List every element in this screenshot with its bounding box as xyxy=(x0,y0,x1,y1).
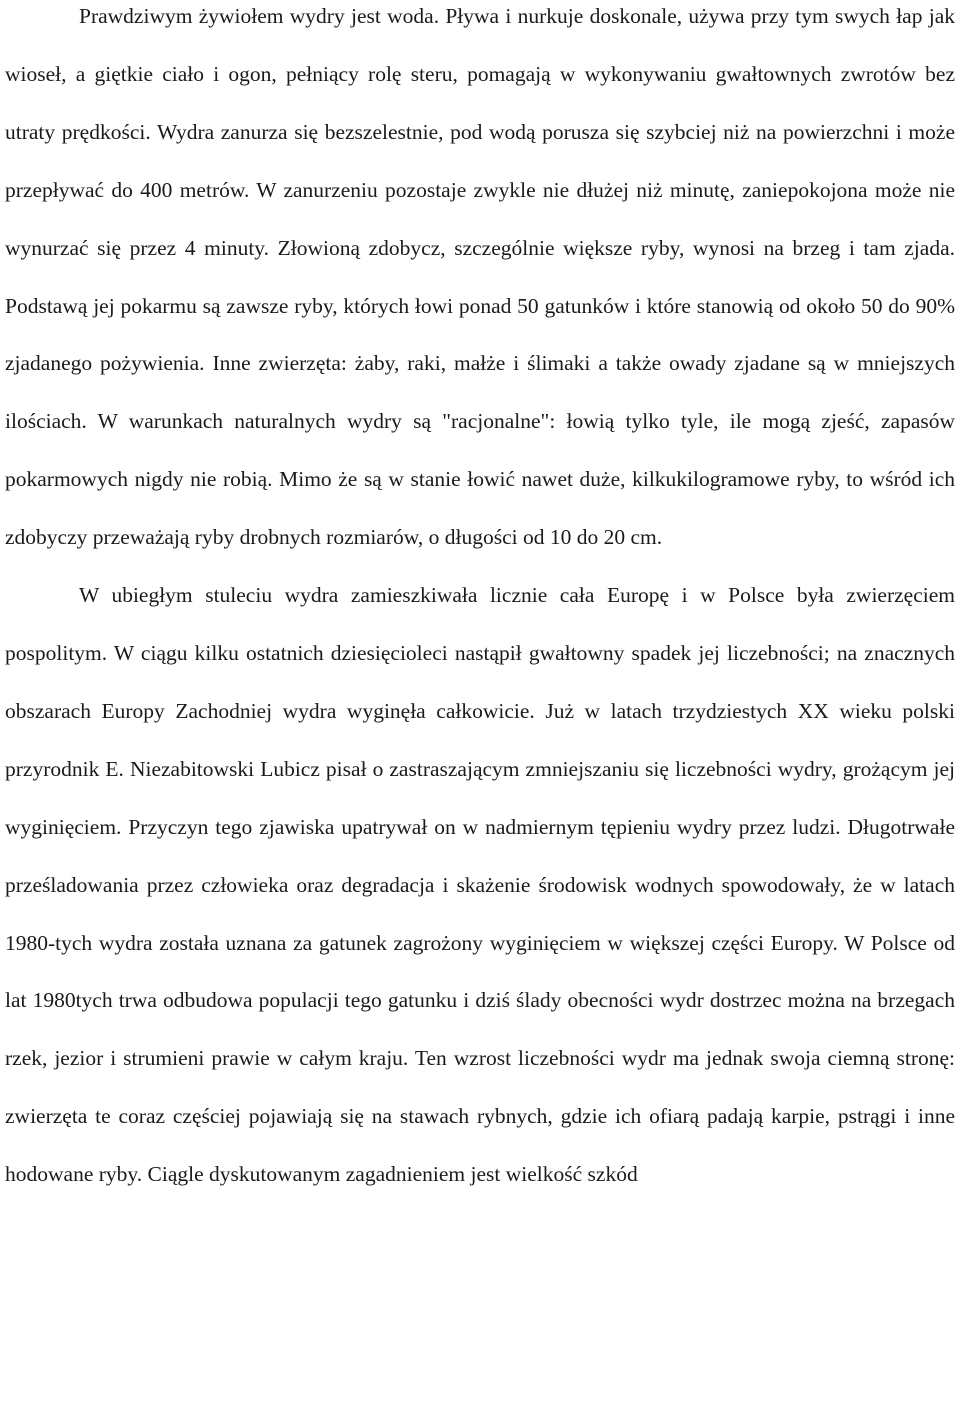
body-text xyxy=(5,0,955,1204)
paragraph-otter-diet: Prawdziwym żywiołem wydry jest woda. Pływa i nurkuje doskonale, używa przy tym swych łap jak wioseł, a giętkie ciało i ogon, pełniący rolę steru, pomagają w wykonywaniu gwałtownych zwrotów bez utraty prędkości. Wydra zanurza się bezszelestnie, pod wodą porusza się szybciej niż na powierzchni i może przepływać do 400 metrów. W zanurzeniu pozostaje zwykle nie dłużej niż minutę, zaniepokojona może nie wynurzać się przez 4 minuty. Złowioną zdobycz, szczególnie większe ryby, wynosi na brzeg i tam zjada. Podstawą jej pokarmu są zawsze ryby, których łowi ponad 50 gatunków i które stanowią od około 50 do 90% zjadanego pożywienia. Inne zwierzęta: żaby, raki, małże i ślimaki a także owady zjadane są w mniejszych ilościach. W warunkach naturalnych wydry są "racjonalne": łowią tylko tyle, ile mogą zjeść, zapasów pokarmowych nigdy nie robią. Mimo że są w stanie łowić nawet duże, kilkukilogramowe ryby, to wśród ich zdobyczy przeważają ryby drobnych rozmiarów, o długości od 10 do 20 cm. xyxy=(5,4,955,550)
paragraph-otter-population: W ubiegłym stuleciu wydra zamieszkiwała licznie cała Europę i w Polsce była zwierzęciem pospolitym. W ciągu kilku ostatnich dziesięcioleci nastąpił gwałtowny spadek jej liczebności; na znacznych obszarach Europy Zachodniej wydra wyginęła całkowicie. Już w latach trzydziestych XX wieku polski przyrodnik E. Niezabitowski Lubicz pisał o zastraszającym zmniejszaniu się liczebności wydry, grożącym jej wyginięciem. Przyczyn tego zjawiska upatrywał on w nadmiernym tępieniu wydry przez ludzi. Długotrwałe prześladowania przez człowieka oraz degradacja i skażenie środowisk wodnych spowodowały, że w latach 1980-tych wydra została uznana za gatunek zagrożony wyginięciem w większej części Europy. W Polsce od lat 1980tych trwa odbudowa populacji tego gatunku i dziś ślady obecności wydr dostrzec można na brzegach rzek, jezior i strumieni prawie w całym kraju. Ten wzrost liczebności wydr ma jednak swoja ciemną stronę: zwierzęta te coraz częściej pojawiają się na stawach rybnych, gdzie ich ofiarą padają karpie, pstrągi i inne hodowane ryby. Ciągle dyskutowanym zagadnieniem jest wielkość szkód xyxy=(5,583,955,1187)
